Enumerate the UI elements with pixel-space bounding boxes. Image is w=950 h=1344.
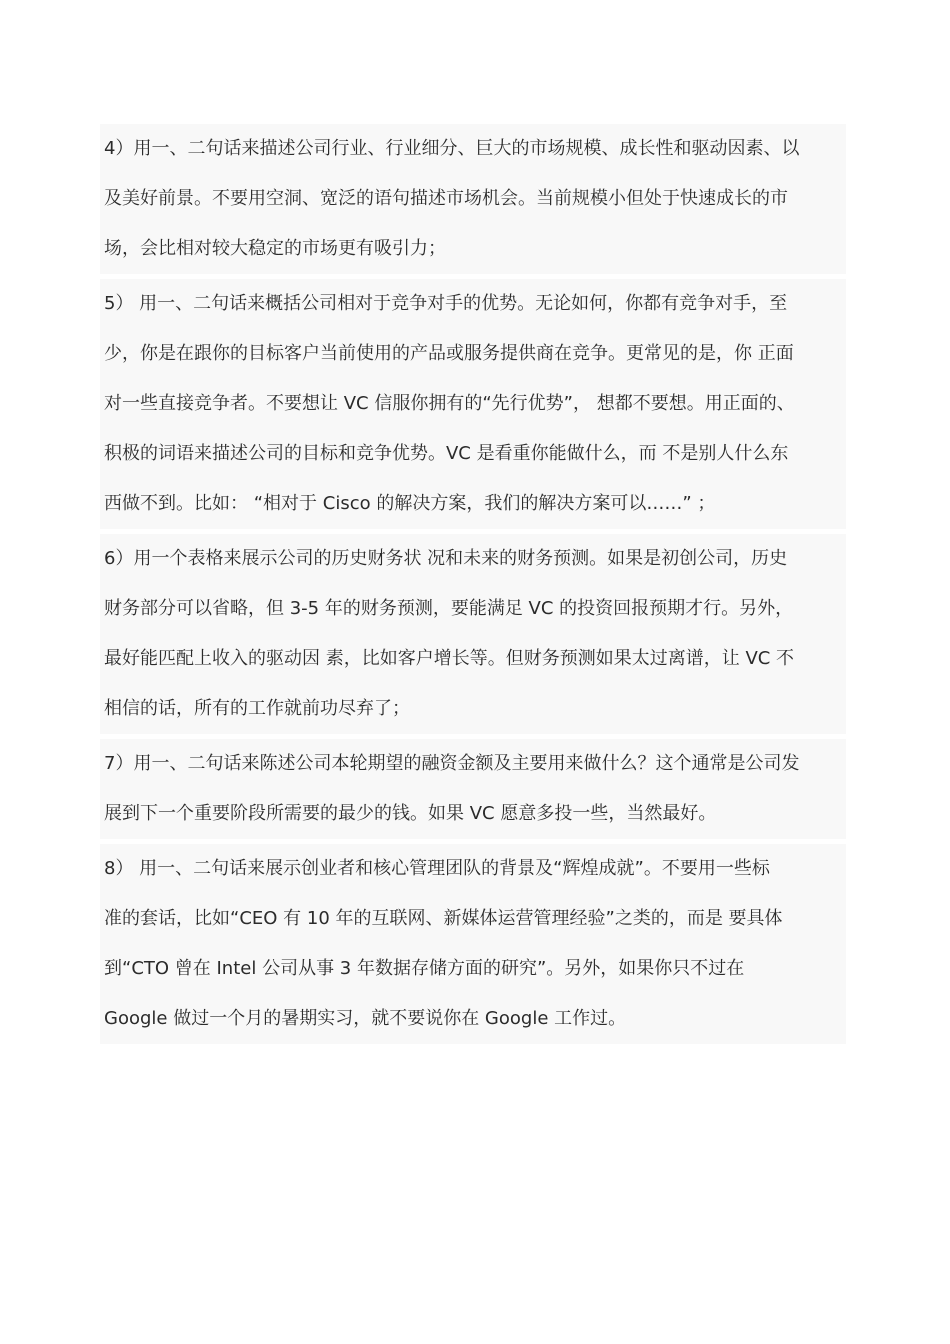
text-line: 场，会比相对较大稳定的市场更有吸引力； [104, 238, 446, 259]
paragraph-4 [100, 124, 846, 274]
text-line: 财务部分可以省略，但 3-5 年的财务预测，要能满足 VC 的投资回报预期才行。另外， [104, 598, 794, 619]
text-line: 对一些直接竞争者。不要想让 VC 信服你拥有的“先行优势”， 想都不要想。用正面的、 [104, 393, 795, 414]
paragraph-5 [100, 279, 846, 529]
text-line: 8） 用一、二句话来展示创业者和核心管理团队的背景及“辉煌成就”。不要用一些标 [104, 858, 770, 879]
text-line: 5） 用一、二句话来概括公司相对于竞争对手的优势。无论如何，你都有竞争对手，至 [104, 293, 788, 314]
paragraph-7 [100, 739, 846, 839]
text-line: 最好能匹配上收入的驱动因 素，比如客户增长等。但财务预测如果太过离谱，让 VC 不 [104, 648, 795, 669]
text-line: 到“CTO 曾在 Intel 公司从事 3 年数据存储方面的研究”。另外，如果你只不过在 [104, 958, 745, 979]
text-line: 相信的话，所有的工作就前功尽弃了； [104, 698, 410, 719]
text-line: 4）用一、二句话来描述公司行业、行业细分、巨大的市场规模、成长性和驱动因素、以 [104, 138, 800, 159]
text-line: 积极的词语来描述公司的目标和竞争优势。VC 是看重你能做什么，而 不是别人什么东 [104, 443, 789, 464]
paragraph-6 [100, 534, 846, 734]
text-line: Google 做过一个月的暑期实习，就不要说你在 Google 工作过。 [104, 1008, 627, 1029]
paragraph-8 [100, 844, 846, 1044]
text-line: 准的套话，比如“CEO 有 10 年的互联网、新媒体运营管理经验”之类的，而是 要具体 [104, 908, 783, 929]
text-line: 展到下一个重要阶段所需要的最少的钱。如果 VC 愿意多投一些，当然最好。 [104, 803, 717, 824]
text-line: 西做不到。比如： “相对于 Cisco 的解决方案，我们的解决方案可以……” ； [104, 493, 716, 514]
text-line: 及美好前景。不要用空洞、宽泛的语句描述市场机会。当前规模小但处于快速成长的市 [104, 188, 788, 209]
text-line: 7）用一、二句话来陈述公司本轮期望的融资金额及主要用来做什么？这个通常是公司发 [104, 753, 800, 774]
text-line: 6）用一个表格来展示公司的历史财务状 况和未来的财务预测。如果是初创公司，历史 [104, 548, 788, 569]
document-body [100, 124, 846, 1049]
text-line: 少，你是在跟你的目标客户当前使用的产品或服务提供商在竞争。更常见的是，你 正面 [104, 343, 794, 364]
